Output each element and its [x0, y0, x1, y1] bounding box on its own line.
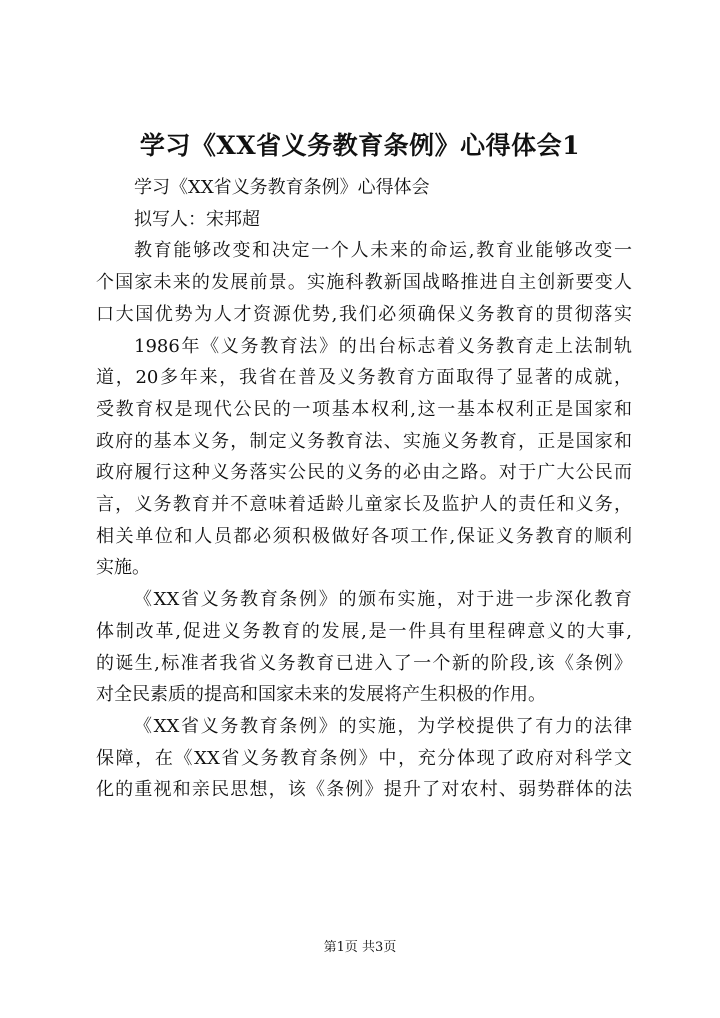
paragraph-line: 体制改革,促进义务教育的发展,是一件具有里程碑意义的大事,: [96, 620, 632, 642]
document-body: [96, 172, 632, 806]
paragraph-line: 政府的基本义务，制定义务教育法、实施义务教育，正是国家和: [96, 430, 632, 452]
paragraph-line: 《XX省义务教育条例》的实施，为学校提供了有力的法律: [134, 715, 632, 737]
paragraph-line: 政府履行这种义务落实公民的义务的必由之路。对于广大公民而: [96, 462, 632, 484]
paragraph-line: 相关单位和人员都必须积极做好各项工作,保证义务教育的顺利: [96, 525, 632, 547]
paragraph-4: [96, 711, 632, 806]
document-subtitle: 学习《XX省义务教育条例》心得体会: [134, 177, 430, 198]
paragraph-line: 《XX省义务教育条例》的颁布实施，对于进一步深化教育: [134, 589, 632, 611]
paragraph-2: [96, 331, 632, 585]
paragraph-line: 对全民素质的提高和国家未来的发展将产生积极的作用。: [96, 684, 546, 706]
paragraph-line: 化的重视和亲民思想，该《条例》提升了对农村、弱势群体的法: [96, 779, 632, 801]
paragraph-line: 教育能够改变和决定一个人未来的命运,教育业能够改变一: [134, 240, 632, 262]
document-title: 学习《XX省义务教育条例》心得体会1: [139, 131, 581, 160]
paragraph-line: 个国家未来的发展前景。实施科教新国战略推进自主创新要变人: [96, 272, 632, 294]
paragraph-line: 言，义务教育并不意味着适龄儿童家长及监护人的责任和义务，: [96, 494, 632, 516]
paragraph-line: 口大国优势为人才资源优势,我们必须确保义务教育的贯彻落实: [96, 303, 632, 325]
page-footer: 第1页 共3页: [323, 940, 397, 955]
paragraph-1: [96, 235, 632, 330]
paragraph-line: 保障，在《XX省义务教育条例》中，充分体现了政府对科学文: [96, 747, 632, 769]
paragraph-3: [96, 584, 632, 711]
paragraph-line: 道，20多年来，我省在普及义务教育方面取得了显著的成就，: [96, 367, 632, 389]
author-line: 拟写人：宋邦超: [134, 208, 260, 230]
paragraph-line: 1986年《义务教育法》的出台标志着义务教育走上法制轨: [134, 335, 632, 357]
paragraph-line: 受教育权是现代公民的一项基本权利,这一基本权利正是国家和: [96, 398, 632, 420]
paragraph-line: 的诞生,标准者我省义务教育已进入了一个新的阶段,该《条例》: [96, 652, 632, 674]
paragraph-line: 实施。: [96, 557, 150, 579]
